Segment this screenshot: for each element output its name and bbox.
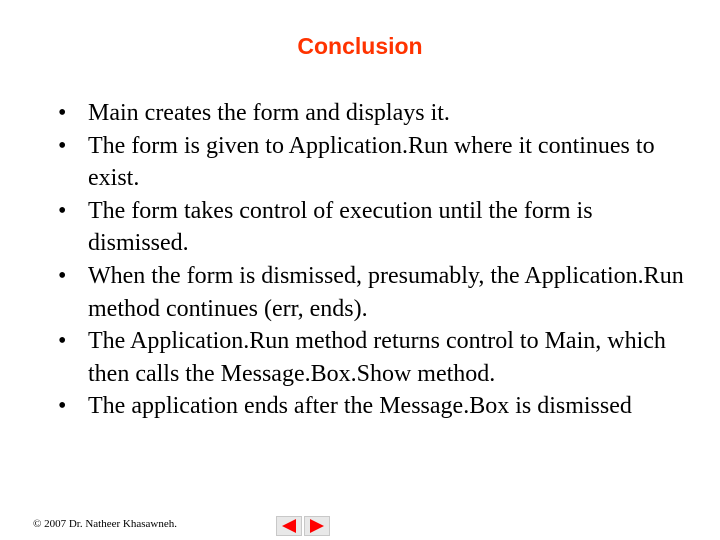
bullet-text: The form is given to Application.Run where it continues to exist.: [88, 132, 655, 192]
bullet-text: The Application.Run method returns control to Main, which then calls the Message.Box.Show method.: [88, 328, 666, 387]
slide-navigation: [276, 516, 330, 536]
footer-copyright: © 2007 Dr. Natheer Khasawneh.: [33, 518, 177, 530]
next-slide-button[interactable]: [304, 516, 330, 536]
slide-title: [0, 33, 720, 60]
previous-slide-button[interactable]: [276, 516, 302, 536]
bullet-marker: •: [58, 328, 67, 355]
bullet-marker: •: [58, 100, 67, 126]
bullet-list: [58, 97, 698, 423]
triangle-right-icon: [307, 518, 327, 534]
bullet-text: The application ends after the Message.Box is dismissed: [88, 393, 632, 420]
bullet-item: [58, 390, 698, 423]
triangle-left-icon: [279, 518, 299, 534]
bullet-item: [58, 97, 698, 130]
bullet-text: Main creates the form and displays it.: [88, 100, 450, 126]
slide-title-text: Conclusion: [297, 33, 423, 59]
bullet-item: [58, 325, 698, 390]
bullet-marker: •: [58, 393, 67, 420]
bullet-marker: •: [58, 197, 67, 224]
bullet-text: When the form is dismissed, presumably, the Application.Run method continues (err, ends).: [88, 262, 684, 322]
bullet-text: The form takes control of execution until the form is dismissed.: [88, 197, 593, 257]
bullet-item: [58, 195, 698, 260]
bullet-marker: •: [58, 132, 67, 159]
bullet-item: [58, 130, 698, 195]
bullet-marker: •: [58, 262, 67, 289]
bullet-item: [58, 260, 698, 325]
